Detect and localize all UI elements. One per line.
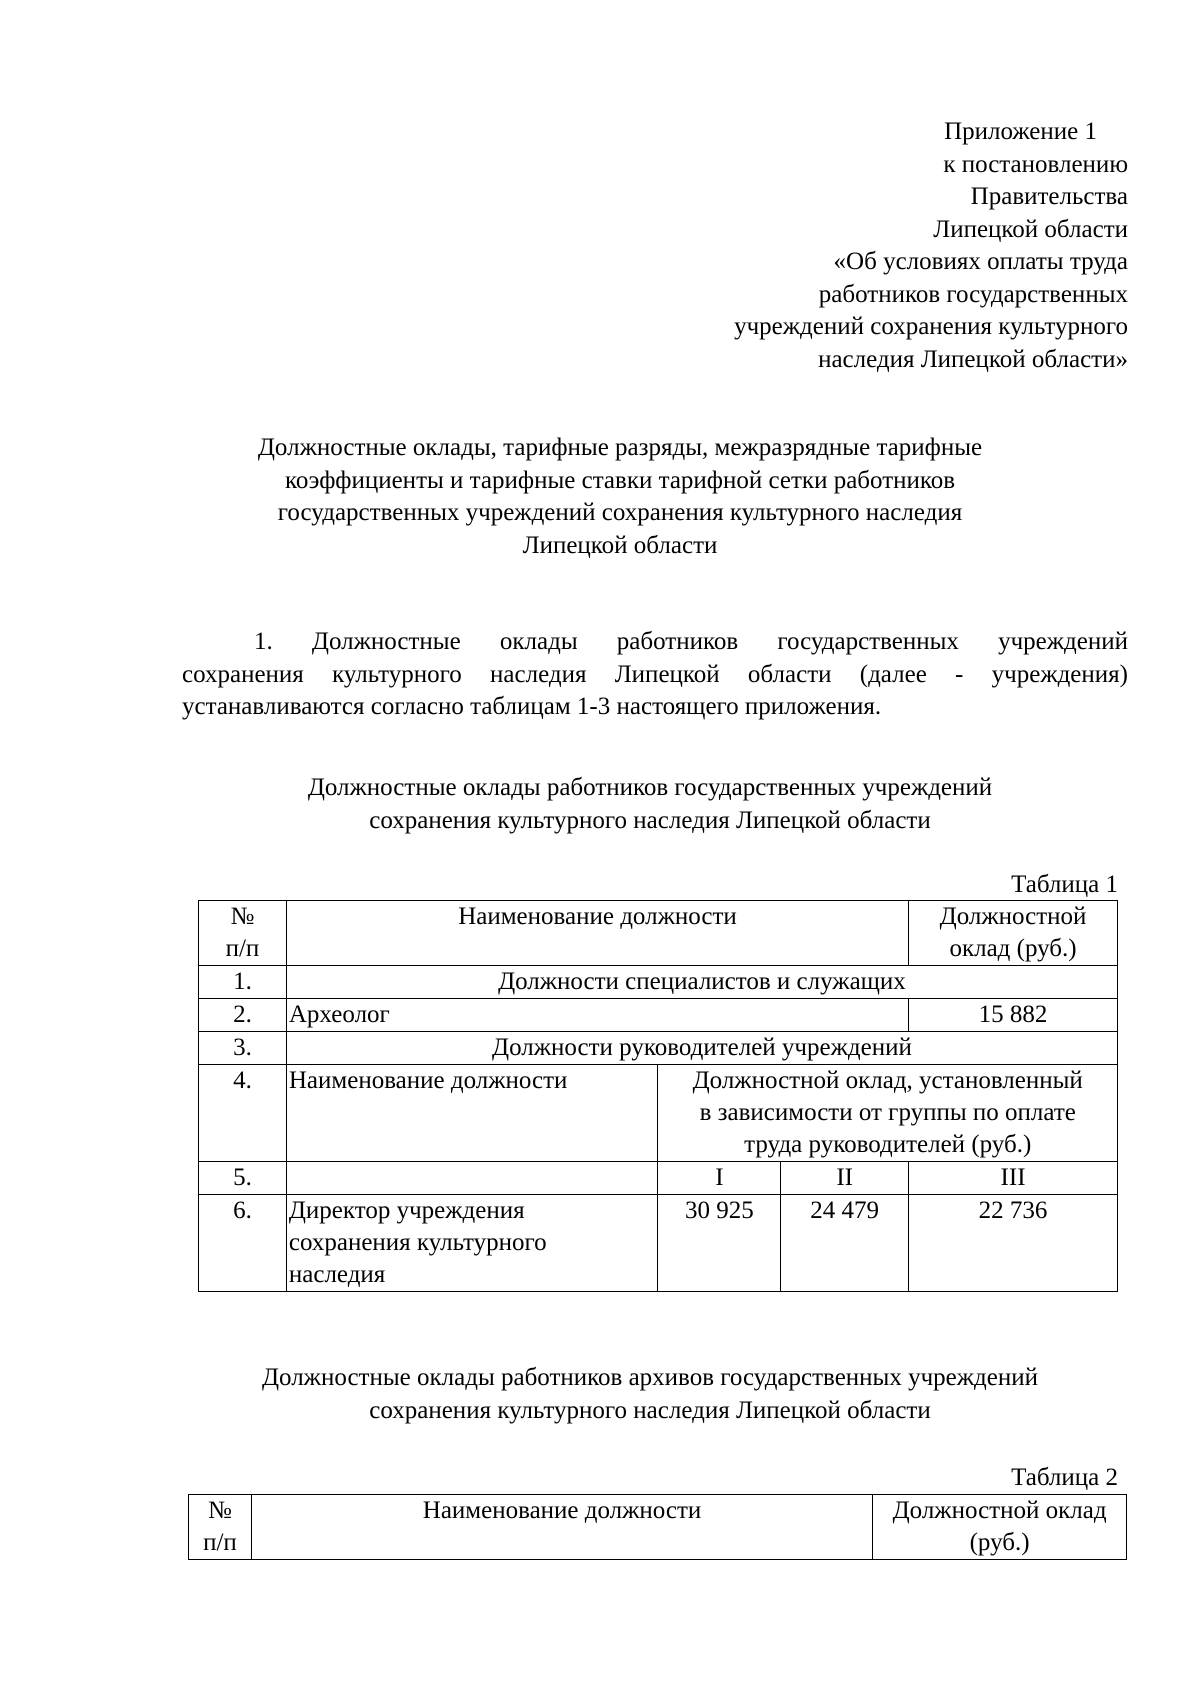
appendix-reference bbox=[734, 116, 1128, 376]
row-num: 1. bbox=[199, 966, 287, 999]
title-line: Липецкой области bbox=[522, 531, 718, 559]
table1-heading bbox=[200, 772, 1100, 837]
subheader-name: Наименование должности bbox=[286, 1065, 658, 1162]
subheader-salary-line: в зависимости от группы по оплате bbox=[699, 1099, 1076, 1126]
paragraph-line: 1. Должностные оклады работников государственных учреждений bbox=[254, 628, 1128, 655]
section-title: Должности руководителей учреждений bbox=[286, 1032, 1117, 1065]
group-label: I bbox=[658, 1162, 781, 1195]
section-title: Должности специалистов и служащих bbox=[286, 966, 1117, 999]
row-num: 3. bbox=[199, 1032, 287, 1065]
title-line: Должностные оклады, тарифные разряды, межразрядные тарифные bbox=[257, 434, 983, 461]
table-row bbox=[199, 1162, 1118, 1195]
header-num-line: № bbox=[208, 1497, 232, 1524]
row-num: 2. bbox=[199, 999, 287, 1032]
appendix-line: к постановлению bbox=[943, 150, 1128, 178]
salary-value: 22 736 bbox=[909, 1195, 1118, 1292]
appendix-line: Липецкой области bbox=[933, 215, 1128, 243]
heading-line: сохранения культурного наследия Липецкой области bbox=[369, 1396, 931, 1424]
table-row bbox=[199, 1065, 1118, 1162]
header-name-cell: Наименование должности bbox=[286, 901, 908, 966]
row-num: 5. bbox=[199, 1162, 287, 1195]
table-header-row bbox=[199, 901, 1118, 966]
position-name-line: сохранения культурного bbox=[288, 1229, 547, 1256]
header-num-cell bbox=[189, 1495, 252, 1560]
title-line: государственных учреждений сохранения культурного наследия bbox=[277, 499, 963, 526]
salary-value: 30 925 bbox=[658, 1195, 781, 1292]
position-name: Археолог bbox=[286, 999, 908, 1032]
header-salary-cell bbox=[909, 901, 1118, 966]
salary-value: 24 479 bbox=[781, 1195, 909, 1292]
appendix-line: «Об условиях оплаты труда bbox=[833, 248, 1128, 275]
heading-line: Должностные оклады работников государственных учреждений bbox=[307, 774, 993, 801]
appendix-line: Правительства bbox=[970, 183, 1128, 210]
table-header-row bbox=[189, 1495, 1127, 1560]
table1-caption: Таблица 1 bbox=[1011, 871, 1118, 898]
header-salary-line: Должностной оклад bbox=[892, 1497, 1107, 1524]
header-num-line: п/п bbox=[203, 1529, 237, 1556]
table-row bbox=[199, 1032, 1118, 1065]
appendix-line: учреждений сохранения культурного bbox=[734, 313, 1128, 340]
table2-caption: Таблица 2 bbox=[1011, 1464, 1118, 1491]
header-salary-cell bbox=[873, 1495, 1127, 1560]
subheader-salary-line: Должностной оклад, установленный bbox=[692, 1067, 1083, 1094]
header-num-line: № bbox=[230, 903, 255, 930]
header-name-cell: Наименование должности bbox=[251, 1495, 872, 1560]
position-name-line: наследия bbox=[288, 1261, 386, 1288]
subheader-salary bbox=[658, 1065, 1118, 1162]
salary-value: 15 882 bbox=[909, 999, 1118, 1032]
header-salary-line: (руб.) bbox=[969, 1529, 1030, 1556]
table2-heading bbox=[150, 1362, 1150, 1427]
subheader-salary-line: труда руководителей (руб.) bbox=[744, 1131, 1032, 1158]
paragraph-1 bbox=[182, 626, 1128, 724]
table-row bbox=[199, 999, 1118, 1032]
paragraph-line: устанавливаются согласно таблицам 1-3 настоящего приложения. bbox=[182, 693, 882, 720]
title-line: коэффициенты и тарифные ставки тарифной сетки работников bbox=[284, 466, 956, 494]
table-2 bbox=[188, 1494, 1127, 1560]
position-name bbox=[286, 1195, 658, 1292]
header-num-cell bbox=[199, 901, 287, 966]
document-title bbox=[180, 432, 1060, 562]
row-num: 4. bbox=[199, 1065, 287, 1162]
appendix-line: Приложение 1 bbox=[944, 118, 1097, 145]
heading-line: сохранения культурного наследия Липецкой области bbox=[369, 806, 931, 834]
group-label: II bbox=[781, 1162, 909, 1195]
table-1 bbox=[198, 900, 1118, 1292]
table-row bbox=[199, 966, 1118, 999]
paragraph-line: сохранения культурного наследия Липецкой области (далее - учреждения) bbox=[182, 660, 1128, 688]
header-salary-line: оклад (руб.) bbox=[949, 935, 1077, 962]
row-num: 6. bbox=[199, 1195, 287, 1292]
appendix-line: работников государственных bbox=[818, 280, 1128, 308]
header-num-line: п/п bbox=[225, 935, 260, 962]
group-label: III bbox=[909, 1162, 1118, 1195]
position-name-line: Директор учреждения bbox=[288, 1197, 525, 1224]
header-salary-line: Должностной bbox=[939, 903, 1087, 930]
appendix-line: наследия Липецкой области» bbox=[818, 345, 1128, 373]
empty-cell bbox=[286, 1162, 658, 1195]
table-row bbox=[199, 1195, 1118, 1292]
heading-line: Должностные оклады работников архивов государственных учреждений bbox=[261, 1364, 1038, 1391]
